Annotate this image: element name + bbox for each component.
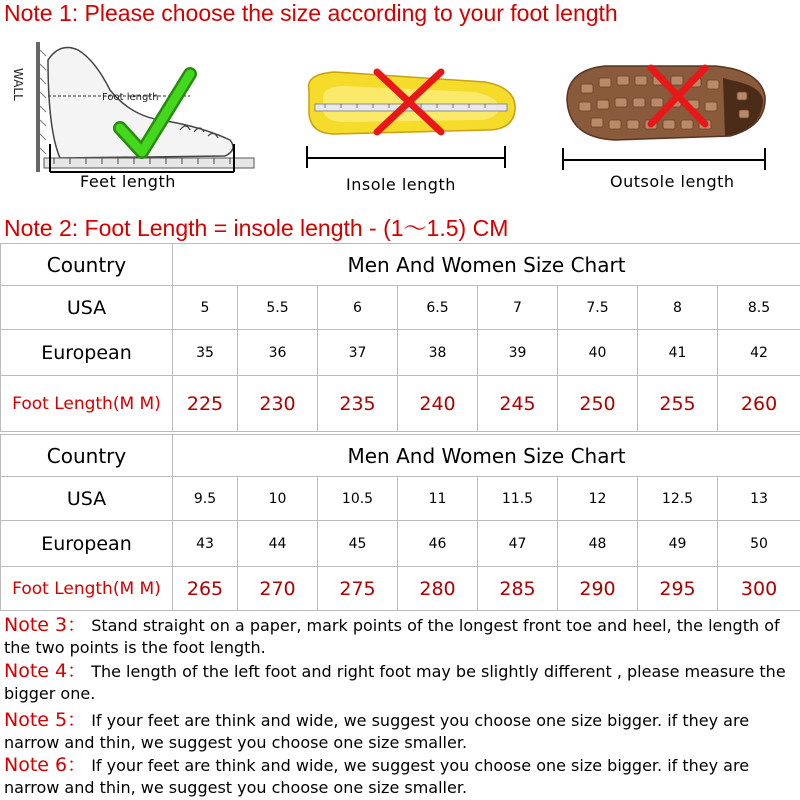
usa-size-cell: 12.5 xyxy=(638,477,718,521)
european-size-cell: 37 xyxy=(318,330,398,376)
foot-length-label: Foot length xyxy=(102,92,159,103)
foot-length-label: Foot Length(M M) xyxy=(1,376,173,432)
note-6-label: Note 6： xyxy=(4,754,87,776)
foot-length-cell: 255 xyxy=(638,376,718,432)
european-label: European xyxy=(1,330,173,376)
foot-length-cell: 285 xyxy=(478,567,558,611)
foot-length-cell: 235 xyxy=(318,376,398,432)
foot-length-cell: 270 xyxy=(238,567,318,611)
usa-size-cell: 8.5 xyxy=(718,286,800,330)
note-6-text: If your feet are think and wide, we suggest you choose one size bigger. if they are narrow and thin, we suggest you choose one size smaller. xyxy=(4,756,750,797)
country-header: Country xyxy=(1,435,173,477)
european-size-cell: 44 xyxy=(238,521,318,567)
usa-size-cell: 5 xyxy=(173,286,238,330)
foot-length-cell: 290 xyxy=(558,567,638,611)
outsole-length-caption: Outsole length xyxy=(610,172,735,191)
note-5-text: If your feet are think and wide, we suggest you choose one size bigger. if they are narrow and thin, we suggest you choose one size smaller. xyxy=(4,711,750,752)
usa-size-cell: 12 xyxy=(558,477,638,521)
foot-length-cell: 225 xyxy=(173,376,238,432)
chart-title: Men And Women Size Chart xyxy=(173,435,800,477)
feet-length-caption: Feet length xyxy=(80,172,176,191)
usa-size-cell: 11.5 xyxy=(478,477,558,521)
european-row xyxy=(1,521,800,567)
foot-length-cell: 265 xyxy=(173,567,238,611)
country-header: Country xyxy=(1,244,173,286)
foot-length-cell: 245 xyxy=(478,376,558,432)
european-size-cell: 42 xyxy=(718,330,800,376)
foot-length-cell: 250 xyxy=(558,376,638,432)
european-size-cell: 43 xyxy=(173,521,238,567)
european-size-cell: 46 xyxy=(398,521,478,567)
usa-row xyxy=(1,286,800,330)
note-5-label: Note 5： xyxy=(4,709,87,731)
foot-length-cell: 295 xyxy=(638,567,718,611)
european-size-cell: 45 xyxy=(318,521,398,567)
foot-length-cell: 230 xyxy=(238,376,318,432)
european-size-cell: 48 xyxy=(558,521,638,567)
usa-label: USA xyxy=(1,477,173,521)
usa-size-cell: 13 xyxy=(718,477,800,521)
usa-label: USA xyxy=(1,286,173,330)
note-2-heading: Note 2: Foot Length = insole length - (1～1.5) CM xyxy=(4,215,509,241)
foot-length-cell: 275 xyxy=(318,567,398,611)
note-4 xyxy=(4,660,800,705)
european-size-cell: 47 xyxy=(478,521,558,567)
usa-size-cell: 10 xyxy=(238,477,318,521)
european-size-cell: 35 xyxy=(173,330,238,376)
foot-length-row xyxy=(1,567,800,611)
usa-size-cell: 9.5 xyxy=(173,477,238,521)
foot-length-cell: 260 xyxy=(718,376,800,432)
size-chart-table-1 xyxy=(0,243,800,432)
note-5 xyxy=(4,709,800,754)
note-3-label: Note 3： xyxy=(4,614,87,636)
european-size-cell: 49 xyxy=(638,521,718,567)
usa-size-cell: 7 xyxy=(478,286,558,330)
foot-length-row xyxy=(1,376,800,432)
usa-size-cell: 8 xyxy=(638,286,718,330)
european-size-cell: 40 xyxy=(558,330,638,376)
european-size-cell: 50 xyxy=(718,521,800,567)
insole-length-caption: Insole length xyxy=(346,175,456,194)
usa-size-cell: 11 xyxy=(398,477,478,521)
foot-length-label: Foot Length(M M) xyxy=(1,567,173,611)
usa-size-cell: 6.5 xyxy=(398,286,478,330)
note-1-heading: Note 1: Please choose the size according to your foot length xyxy=(4,0,618,26)
note-4-text: The length of the left foot and right foot may be slightly different , please measure the bigger one. xyxy=(4,662,786,703)
note-6 xyxy=(4,754,800,799)
wall-label: WALL xyxy=(11,68,25,101)
usa-size-cell: 7.5 xyxy=(558,286,638,330)
note-4-label: Note 4： xyxy=(4,660,87,682)
usa-size-cell: 5.5 xyxy=(238,286,318,330)
european-label: European xyxy=(1,521,173,567)
foot-length-cell: 300 xyxy=(718,567,800,611)
european-row xyxy=(1,330,800,376)
size-chart-table-2 xyxy=(0,434,800,611)
european-size-cell: 39 xyxy=(478,330,558,376)
european-size-cell: 41 xyxy=(638,330,718,376)
european-size-cell: 36 xyxy=(238,330,318,376)
chart-title: Men And Women Size Chart xyxy=(173,244,800,286)
european-size-cell: 38 xyxy=(398,330,478,376)
usa-size-cell: 10.5 xyxy=(318,477,398,521)
usa-size-cell: 6 xyxy=(318,286,398,330)
foot-length-cell: 240 xyxy=(398,376,478,432)
usa-row xyxy=(1,477,800,521)
foot-length-cell: 280 xyxy=(398,567,478,611)
note-3-text: Stand straight on a paper, mark points of the longest front toe and heel, the length of the two points is the foot length. xyxy=(4,616,780,657)
note-3 xyxy=(4,614,800,659)
